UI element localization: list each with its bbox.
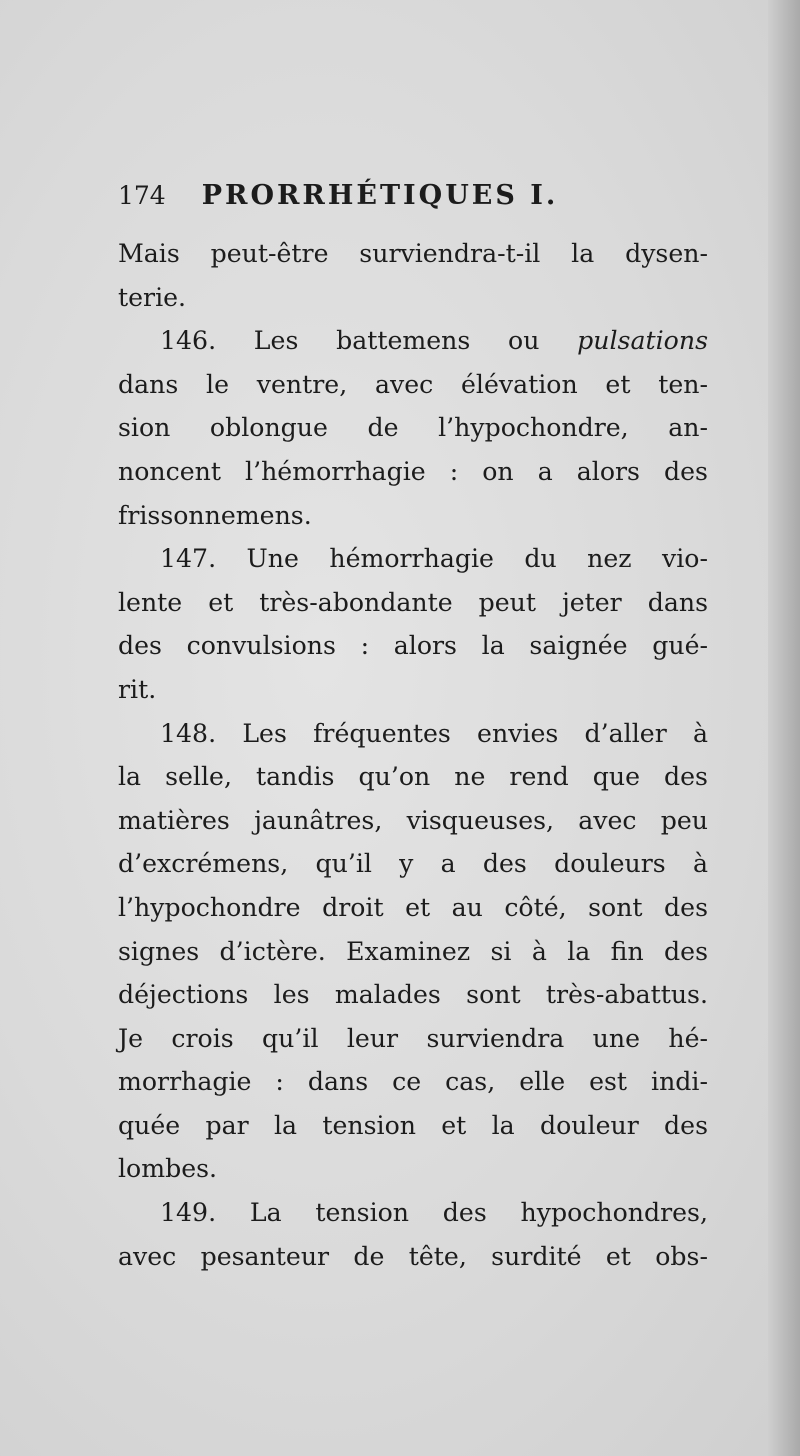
paragraph-continued xyxy=(118,232,708,319)
text-line: noncent l’hémorrhagie : on a alors des xyxy=(118,456,708,486)
text-line: quée par la tension et la douleur des xyxy=(118,1110,708,1140)
text-line: d’excrémens, qu’il y a des douleurs à xyxy=(118,849,708,879)
text-line-146-first xyxy=(118,319,708,363)
text-line: Je crois qu’il leur surviendra une hé- xyxy=(118,1023,708,1053)
text-line: dans le ventre, avec élévation et ten- xyxy=(118,369,708,399)
text-line: matières jaunâtres, visqueuses, avec peu xyxy=(118,805,708,835)
text-line: 146. Les battemens ou pulsations xyxy=(160,326,708,356)
text-line-149-first xyxy=(118,1191,708,1235)
text-line: 149. La tension des hypochondres, xyxy=(160,1198,708,1228)
text-line: 148. Les fréquentes envies d’aller à xyxy=(160,718,708,748)
text-line: frissonnemens. xyxy=(118,500,312,530)
page-number: 174 xyxy=(118,181,166,210)
text-line: rit. xyxy=(118,674,157,704)
text-line: signes d’ictère. Examinez si à la fin des xyxy=(118,936,708,966)
text-line: des convulsions : alors la saignée gué- xyxy=(118,631,708,661)
text-line: l’hypochondre droit et au côté, sont des xyxy=(118,892,708,922)
aphorism-149 xyxy=(118,1191,708,1278)
text-line: terie. xyxy=(118,282,187,312)
aphorism-146 xyxy=(118,319,708,537)
text-line: la selle, tandis qu’on ne rend que des xyxy=(118,762,708,792)
running-title: PRORRHÉTIQUES I. xyxy=(201,180,559,211)
text-block xyxy=(118,180,708,1278)
text-line: morrhagie : dans ce cas, elle est indi- xyxy=(118,1067,708,1097)
text-line: lente et très-abondante peut jeter dans xyxy=(118,587,708,617)
text-line: sion oblongue de l’hypochondre, an- xyxy=(118,413,708,443)
text-line: avec pesanteur de tête, surdité et obs- xyxy=(118,1241,708,1271)
italic-word: pulsations xyxy=(577,326,708,356)
running-head xyxy=(118,180,708,232)
aphorism-147 xyxy=(118,537,708,711)
text-line: déjections les malades sont très-abattus. xyxy=(118,980,708,1010)
text-line-148-first xyxy=(118,712,708,756)
text-line-147-first xyxy=(118,537,708,581)
text-line: 147. Une hémorrhagie du nez vio- xyxy=(160,544,708,574)
text-line: Mais peut-être surviendra-t-il la dysen- xyxy=(118,239,708,268)
page-edge-shadow xyxy=(768,0,800,1456)
aphorism-148 xyxy=(118,712,708,1192)
text-line: lombes. xyxy=(118,1154,218,1184)
